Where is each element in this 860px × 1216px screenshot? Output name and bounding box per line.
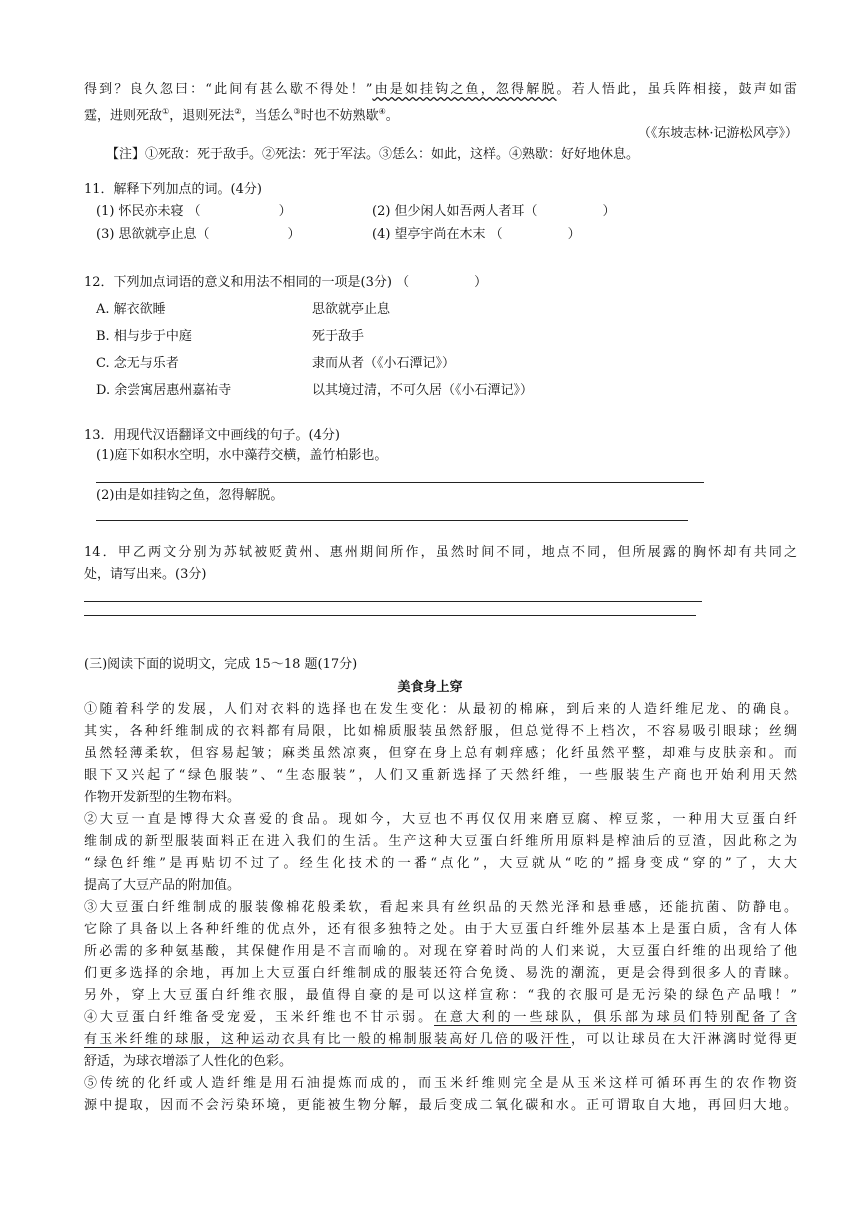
- passage-line: [84, 102, 399, 126]
- section-3-intro: (三)阅读下面的说明文，完成 15～18 题(17分): [84, 657, 358, 672]
- article-text: ，可以让球员在大汗淋漓时觉得更: [570, 1032, 797, 1047]
- answer-line: [96, 520, 688, 521]
- footnote-marker: ④: [378, 107, 386, 116]
- article-line: “绿色纤维”是再贴切不过了。经生化技术的一番“点化”，大豆就从“吃的”摇身变成“穿的”了，大大: [84, 856, 797, 871]
- question-11-item-2: (2) 但少闲人如吾两人者耳（ ）: [372, 204, 616, 219]
- passage-line: [84, 80, 797, 100]
- article-line: ②大豆一直是博得大众喜爱的食品。现如今，大豆也不再仅仅用来磨豆腐、榨豆浆，一种用大豆蛋白纤: [84, 812, 797, 827]
- question-13-sentence-2: (2)由是如挂钩之鱼，忽得解脱。: [96, 488, 284, 503]
- question-14-line-2: 处，请写出来。(3分): [84, 567, 207, 582]
- article-text: ④大豆蛋白纤维备受宠爱，玉米纤维也不甘示弱。: [84, 1010, 434, 1025]
- article-title: 美食身上穿: [397, 680, 463, 695]
- option-a-left: A. 解衣欲睡: [96, 302, 166, 317]
- article-line: 其实，各种纤维制成的衣料都有局限，比如棉质服装虽然舒服，但总觉得不上档次，不容易吸引眼球；丝绸: [84, 724, 797, 739]
- question-13-sentence-1: (1)庭下如积水空明，水中藻荇交横，盖竹柏影也。: [96, 448, 388, 463]
- article-line: [84, 1008, 797, 1028]
- passage-note: 【注】①死敌：死于敌手。②死法：死于军法。③恁么：如此，这样。④熟歇：好好地休息。: [106, 147, 640, 162]
- answer-line: [84, 615, 696, 616]
- wavy-underlined-sentence: 由是如挂钩之鱼，忽得解脱: [372, 82, 557, 97]
- passage-text: 。若人悟此，虽兵阵相接，鼓声如雷: [556, 82, 797, 97]
- option-c-left: C. 念无与乐者: [96, 356, 179, 371]
- question-11-stem: 11．解释下列加点的词。(4分): [84, 182, 262, 197]
- question-14-line-1: 14．甲乙两文分别为苏轼被贬黄州、惠州期间所作，虽然时间不同，地点不同，但所展露的胸怀却有共同之: [84, 545, 797, 560]
- article-line: 作物开发新型的生物布料。: [84, 790, 241, 805]
- article-line: 舒适，为球衣增添了人性化的色彩。: [84, 1054, 293, 1069]
- article-line: 另外，穿上大豆蛋白纤维衣服，最值得自豪的是可以这样宣称：“我的衣服可是无污染的绿色产品哦！”: [84, 988, 797, 1003]
- passage-text: 时也不妨熟歇: [300, 108, 379, 124]
- footnote-marker: ③: [293, 107, 301, 116]
- option-c-right: 隶而从者（《小石潭记》）: [312, 356, 456, 371]
- underlined-sentence: 在意大利的一些球队，俱乐部为球员们特别配备了含: [434, 1010, 797, 1025]
- article-line: 源中提取，因而不会污染环境，更能被生物分解，最后变成二氧化碳和水。正可谓取自大地，再回归大地。: [84, 1098, 797, 1113]
- article-line: 虽然轻薄柔软，但容易起皱；麻类虽然凉爽，但穿在身上总有刺痒感；化纤虽然平整，却难与皮肤亲和。而: [84, 746, 797, 761]
- question-11-item-1: (1) 怀民亦未寝 （ ）: [96, 204, 292, 219]
- option-b-left: B. 相与步于中庭: [96, 329, 192, 344]
- article-line: 们更多选择的余地，再加上大豆蛋白纤维制成的服装还符合免烫、易洗的潮流，更是会得到很多人的青睐。: [84, 966, 797, 981]
- article-line: ⑤传统的化纤或人造纤维是用石油提炼而成的，而玉米纤维则完全是从玉米这样可循环再生的农作物资: [84, 1076, 797, 1091]
- article-line: 眼下又兴起了“绿色服装”、“生态服装”，人们又重新选择了天然纤维，一些服装生产商也开始利用天然: [84, 768, 797, 783]
- article-line: [84, 1030, 797, 1050]
- option-d-left: D. 余尝寓居惠州嘉祐寺: [96, 383, 232, 398]
- article-line: 所必需的多种氨基酸，其保健作用是不言而喻的。对现在穿着时尚的人们来说，大豆蛋白纤维的出现给了他: [84, 944, 797, 959]
- article-line: 提高了大豆产品的附加值。: [84, 878, 241, 893]
- answer-line: [84, 601, 702, 602]
- option-d-right: 以其境过清，不可久居（《小石潭记》）: [312, 383, 534, 398]
- underlined-sentence: 有玉米纤维的球服，这种运动衣具有比一般的棉制服装高好几倍的吸汗性: [84, 1032, 571, 1047]
- article-line: 它除了具备以上各种纤维的优点外，还有很多独特之处。由于大豆蛋白纤维外层基本上是蛋白质，含有人体: [84, 922, 797, 937]
- article-line: 维制成的新型服装面料正在进入我们的生活。生产这种大豆蛋白纤维所用原料是榨油后的豆渣，因此称之为: [84, 834, 797, 849]
- question-11-item-3: (3) 思欲就亭止息（ ）: [96, 227, 301, 242]
- passage-text: 。: [385, 108, 399, 124]
- passage-source: （《东坡志林·记游松风亭》）: [637, 126, 798, 141]
- passage-text: ，退则死法: [169, 108, 235, 124]
- question-13-stem: 13．用现代汉语翻译文中画线的句子。(4分): [84, 428, 340, 443]
- footnote-marker: ①: [162, 107, 170, 116]
- question-11-item-4: (4) 望亭宇尚在木末 （ ）: [372, 227, 581, 242]
- article-line: ③大豆蛋白纤维制成的服装像棉花般柔软，看起来具有丝织品的天然光泽和悬垂感，还能抗菌、防静电。: [84, 900, 797, 915]
- option-b-right: 死于敌手: [312, 329, 365, 344]
- answer-line: [96, 482, 704, 483]
- passage-text: ，当恁么: [241, 108, 294, 124]
- article-line: ①随着科学的发展，人们对衣料的选择也在发生变化：从最初的棉麻，到后来的人造纤维尼龙、的确良。: [84, 702, 797, 717]
- footnote-marker: ②: [234, 107, 242, 116]
- passage-text: 霆，进则死敌: [84, 108, 163, 124]
- question-12-stem: 12．下列加点词语的意义和用法不相同的一项是(3分) （ ）: [84, 275, 488, 290]
- option-a-right: 思欲就亭止息: [312, 302, 391, 317]
- passage-text: 得到？良久忽曰：“此间有甚么歇不得处！”: [84, 82, 373, 97]
